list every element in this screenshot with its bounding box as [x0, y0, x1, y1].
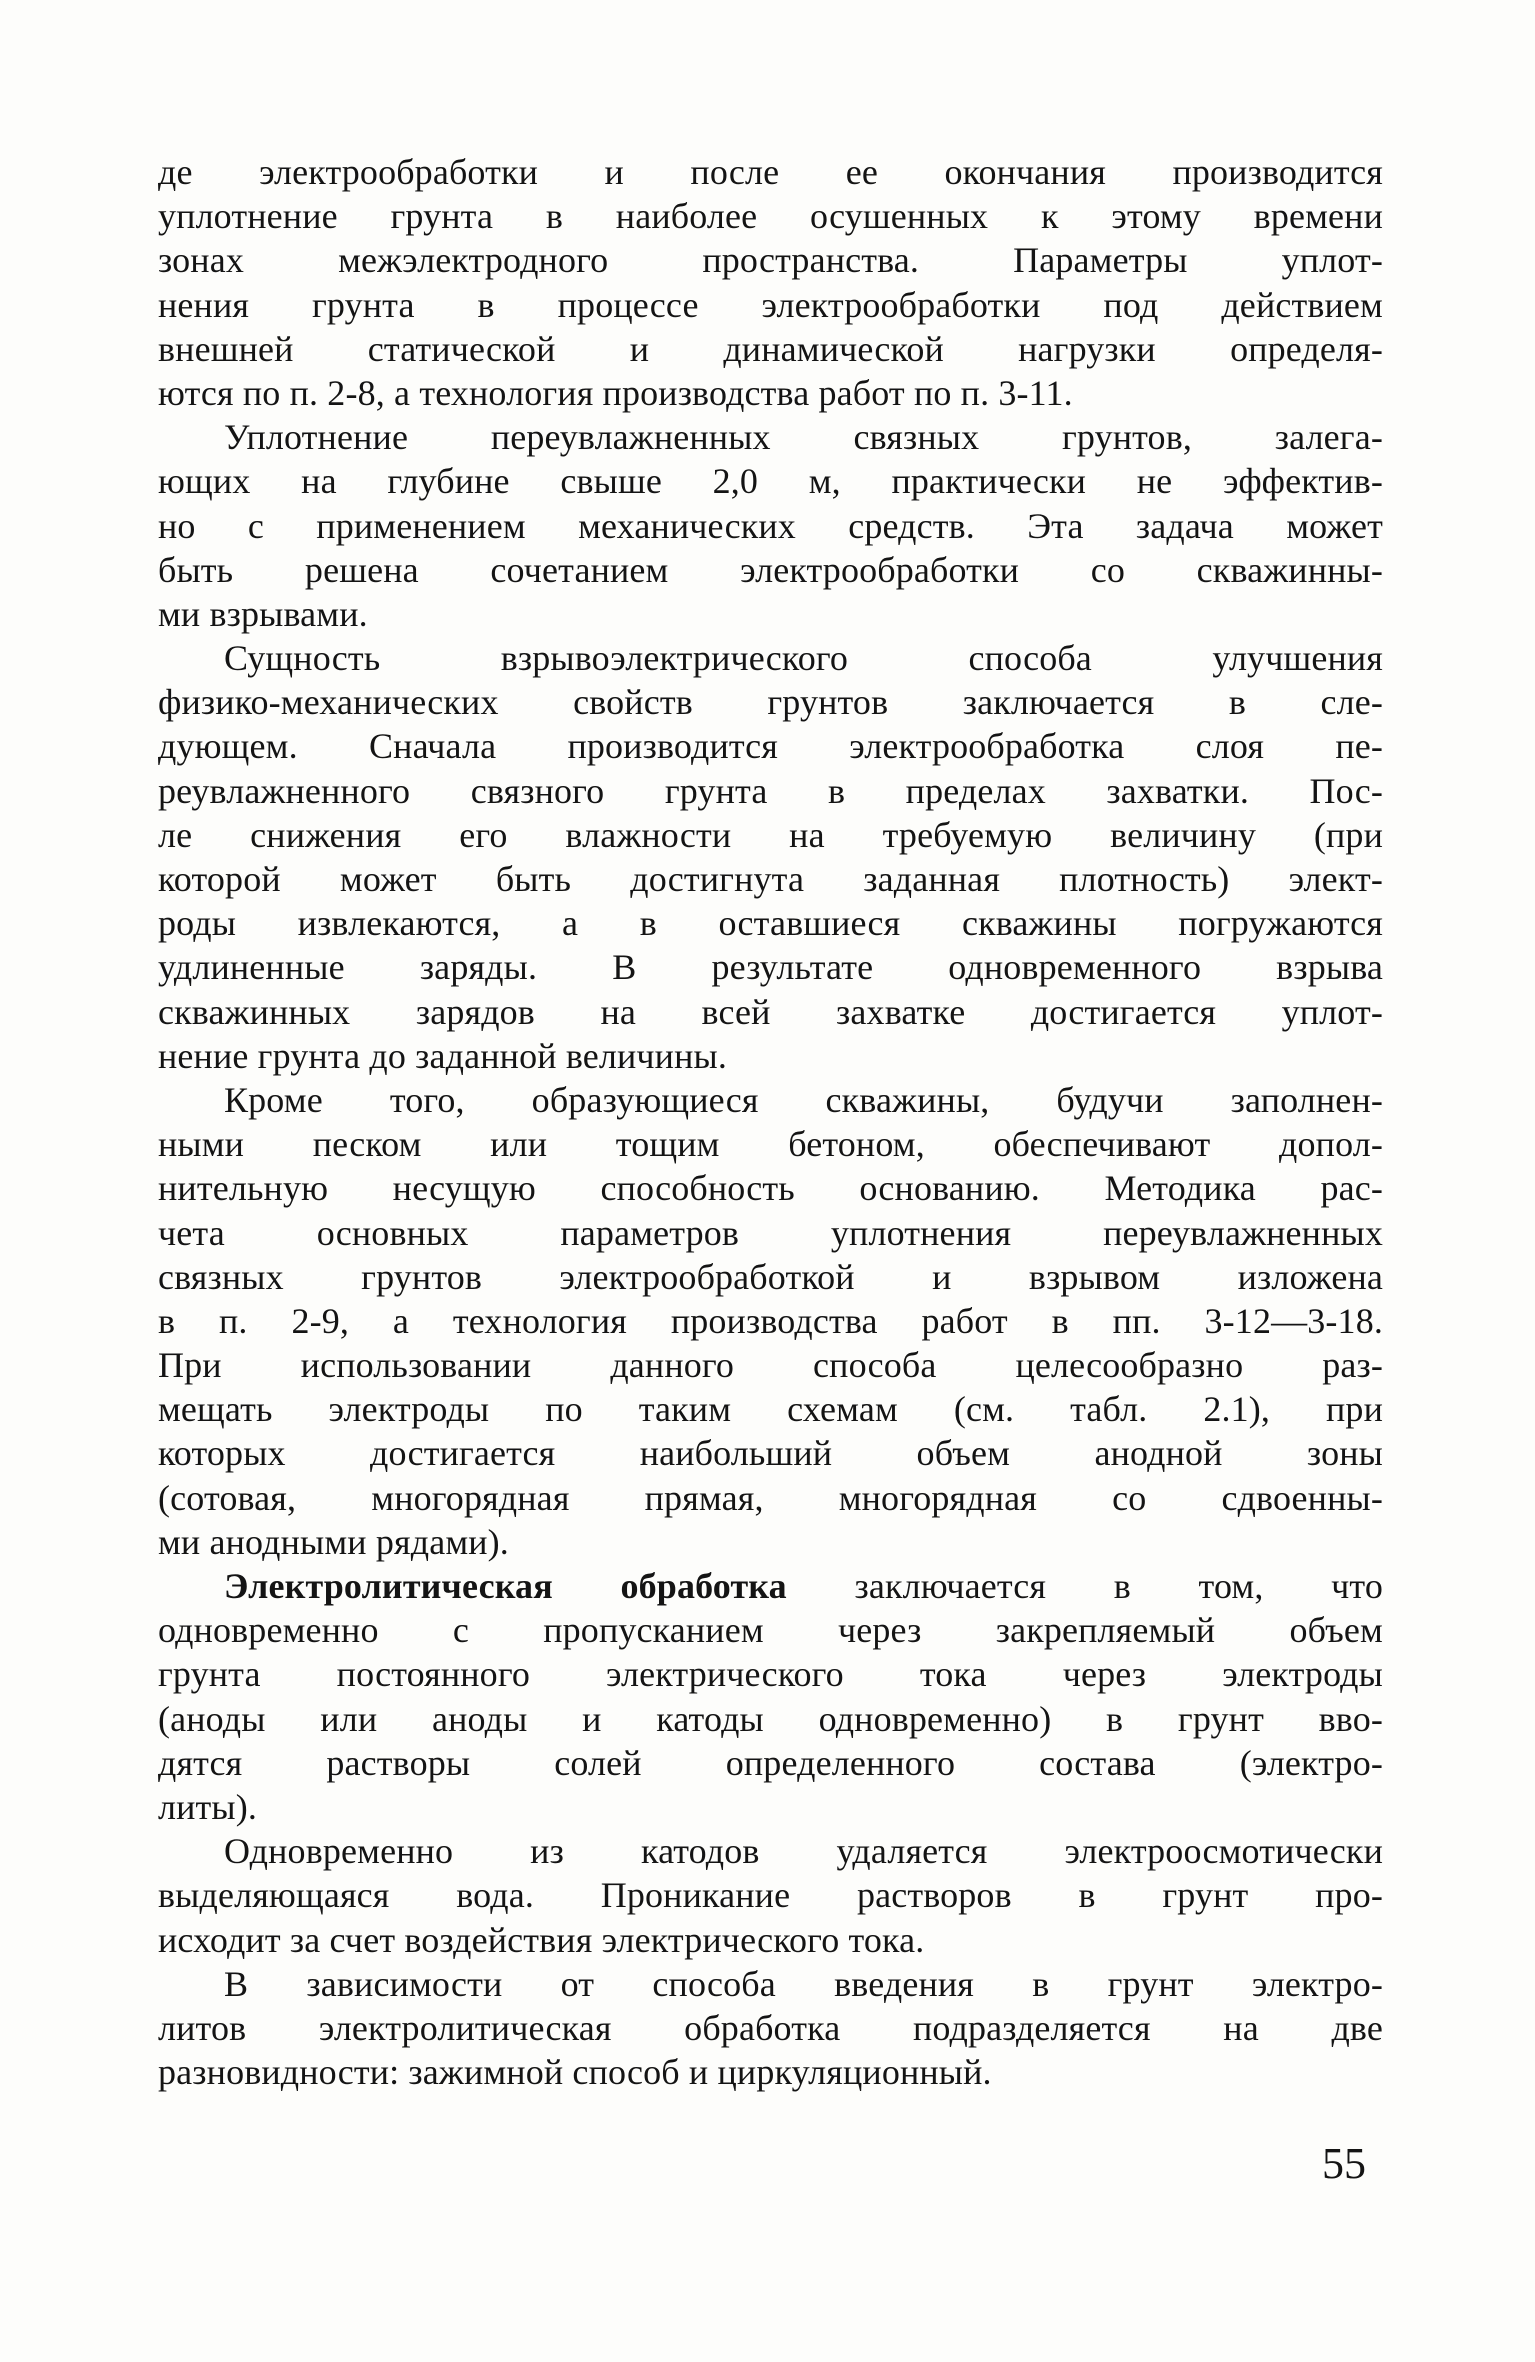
text-line: чета основных параметров уплотнения переувлажненных: [158, 1212, 1383, 1253]
text-line: литы).: [158, 1786, 258, 1827]
text-line: связных грунтов электрообработкой и взрывом изложена: [158, 1256, 1383, 1297]
text-line: (аноды или аноды и катоды одновременно) в грунт вво-: [158, 1698, 1383, 1739]
text-line: исходит за счет воздействия электрического тока.: [158, 1919, 925, 1960]
text-line: физико-механических свойств грунтов заключается в сле-: [158, 682, 1383, 723]
text-line: внешней статической и динамической нагрузки определя-: [158, 328, 1383, 369]
text-line: но с применением механических средств. Эта задача может: [158, 505, 1383, 546]
text-line: ми анодными рядами).: [158, 1521, 509, 1562]
paragraph: [158, 1564, 1383, 1829]
text-line: Кроме того, образующиеся скважины, будучи заполнен-: [224, 1079, 1383, 1120]
text-line: мещать электроды по таким схемам (см. табл. 2.1), при: [158, 1389, 1383, 1430]
paragraph: [158, 415, 1383, 636]
text-line: уплотнение грунта в наиболее осушенных к этому времени: [158, 196, 1383, 237]
text-run: заключается в том, что: [786, 1566, 1383, 1606]
paragraph: [158, 1962, 1383, 2095]
text-line: удлиненные заряды. В результате одновременного взрыва: [158, 947, 1383, 988]
text-line: ющих на глубине свыше 2,0 м, практически не эффектив-: [158, 461, 1383, 502]
text-line: одновременно с пропусканием через закрепляемый объем: [158, 1610, 1383, 1651]
text-line: нение грунта до заданной величины.: [158, 1035, 727, 1076]
text-line: зонах межэлектродного пространства. Параметры уплот-: [158, 240, 1383, 281]
text-line: В зависимости от способа введения в грунт электро-: [224, 1963, 1383, 2004]
text-line: дующем. Сначала производится электрообработка слоя пе-: [158, 726, 1383, 767]
text-line: (сотовая, многорядная прямая, многорядная со сдвоенны-: [158, 1477, 1383, 1518]
page-number: 55: [1322, 2139, 1366, 2188]
paragraph: [158, 1078, 1383, 1564]
text-line: быть решена сочетанием электрообработки со скважинны-: [158, 549, 1383, 590]
text-line: ми взрывами.: [158, 593, 368, 634]
text-line: роды извлекаются, а в оставшиеся скважины погружаются: [158, 903, 1383, 944]
body-text: [158, 150, 1383, 2094]
text-line: ле снижения его влажности на требуемую величину (при: [158, 814, 1383, 855]
text-line: нительную несущую способность основанию. Методика рас-: [158, 1168, 1383, 1209]
text-line: ются по п. 2-8, а технология производства работ по п. 3-11.: [158, 372, 1073, 413]
text-line: [158, 1564, 1383, 1608]
text-line: выделяющаяся вода. Проникание растворов в грунт про-: [158, 1875, 1383, 1916]
text-line: При использовании данного способа целесообразно раз-: [158, 1345, 1383, 1386]
text-line: де электрообработки и после ее окончания производится: [158, 152, 1383, 192]
paragraph: [158, 636, 1383, 1078]
text-line: Одновременно из катодов удаляется электроосмотически: [224, 1831, 1383, 1872]
text-line: грунта постоянного электрического тока через электроды: [158, 1654, 1383, 1695]
text-line: разновидности: зажимной способ и циркуляционный.: [158, 2052, 992, 2093]
text-line: которых достигается наибольший объем анодной зоны: [158, 1433, 1383, 1474]
text-line: реувлажненного связного грунта в пределах захватки. Пос-: [158, 770, 1383, 811]
paragraph: [158, 1829, 1383, 1962]
text-line: в п. 2-9, а технология производства работ в пп. 3-12—3-18.: [158, 1300, 1383, 1341]
text-line: литов электролитическая обработка подразделяется на две: [158, 2007, 1383, 2048]
text-line: скважинных зарядов на всей захватке достигается уплот-: [158, 991, 1383, 1032]
text-line: Сущность взрывоэлектрического способа улучшения: [224, 638, 1383, 679]
text-line: нения грунта в процессе электрообработки под действием: [158, 284, 1383, 325]
text-line: Уплотнение переувлажненных связных грунтов, залега-: [224, 417, 1383, 458]
text-line: ными песком или тощим бетоном, обеспечивают допол-: [158, 1124, 1383, 1165]
text-line: которой может быть достигнута заданная плотность) элект-: [158, 859, 1383, 899]
paragraph: [158, 150, 1383, 415]
term-heading: Электролитическая обработка: [224, 1566, 787, 1606]
text-line: дятся растворы солей определенного состава (электро-: [158, 1742, 1383, 1783]
